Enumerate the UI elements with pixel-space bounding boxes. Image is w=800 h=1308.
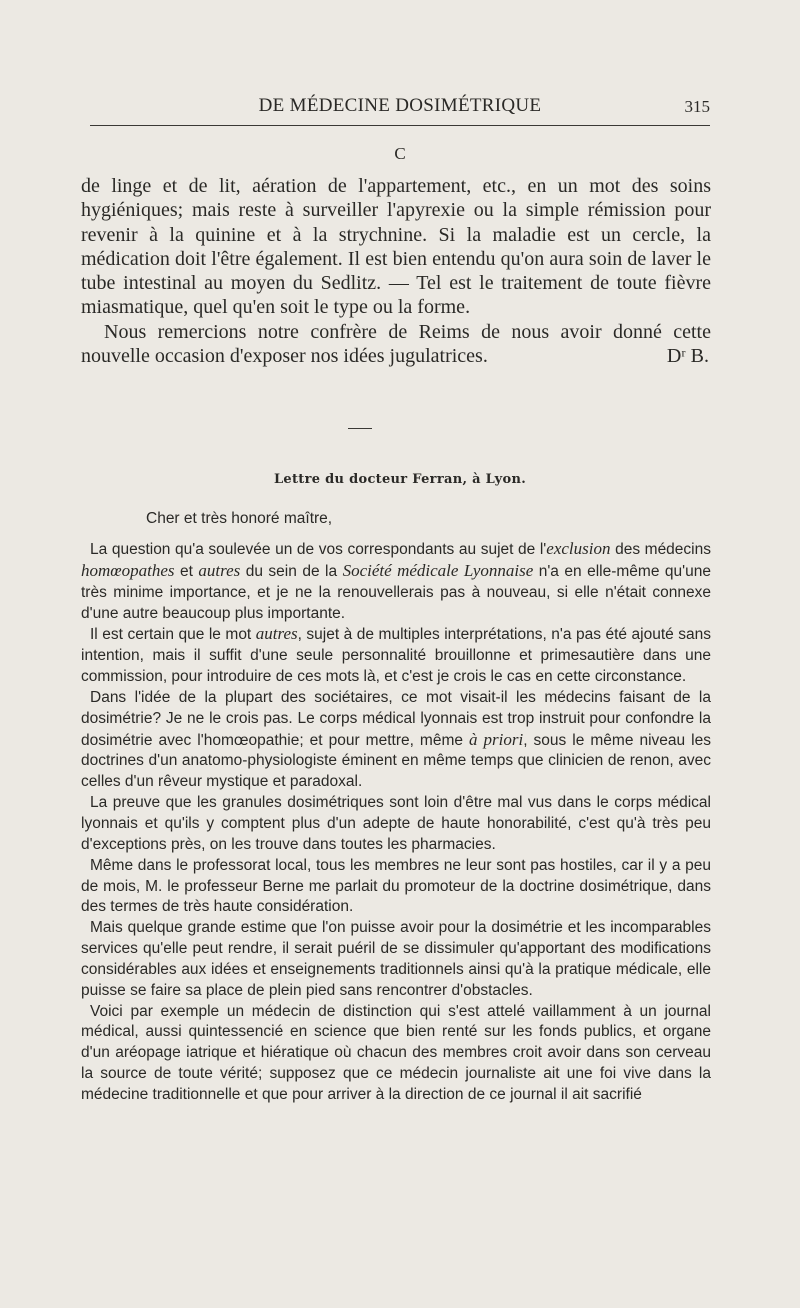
running-title: DE MÉDECINE DOSIMÉTRIQUE [258,95,542,116]
text-run: n'a en elle-même qu'une très minime importance, et je ne la renouvellerais pas à nouveau, si elle n'était connexe d'une autre beaucoup plus importante. [81,562,711,622]
italic-term: à priori [469,729,524,749]
italic-term: autres [198,560,241,580]
text-run: du sein de la [240,562,343,580]
letter-title: Lettre du docteur Ferran, à Lyon. [273,472,527,487]
text-run: Dans l'idée de la plupart des sociétaires, ce mot visait-il les médecins faisant de la dosimétrie? Je ne le crois pas. Le corps médical lyonnais est trop instruit pour confondre la dosimétrie avec l'homœopathie; et pour mettre, même [81,688,711,749]
page-number: 315 [684,97,710,116]
header-rule [90,125,710,126]
running-head [90,95,710,121]
italic-term: Société médicale Lyonnaise [342,560,534,580]
italic-term: homœopathes [81,560,175,580]
letter-paragraph: Même dans le professorat local, tous les membres ne leur sont pas hostiles, car il y a peu de mois, M. le professeur Berne me parlait du promoteur de la doctrine dosimétrique, dans des termes de très haute considération. [81,856,711,916]
letter-paragraph: Mais quelque grande estime que l'on puisse avoir pour la dosimétrie et les incomparables services qu'elle peut rendre, il serait puéril de se dissimuler qu'apportant des modifications considérables aux idées et enseignements traditionnels ainsi qu'à la pratique médicale, elle puisse se faire sa place de plein pied sans rencontrer d'obstacles. [81,919,711,999]
paragraph: de linge et de lit, aération de l'appartement, etc., en un mot des soins hygiéniques; mais reste à surveiller l'apyrexie ou la simple rémission pour revenir à la quinine et à la strychnine. Si la maladie est un cercle, la médication doit l'être également. Il est bien entendu qu'on aura soin de laver le tube intestinal au moyen du Sedlitz. — Tel est le traitement de toute fièvre miasmatique, quel qu'en soit le type ou la forme. [81,175,711,319]
letter-paragraph [81,539,711,624]
text-run: et [174,562,199,580]
letter-salutation: Cher et très honoré maître, [146,510,333,527]
paragraph-thanks [81,320,711,369]
italic-term: autres [255,624,298,644]
article-conclusion [81,174,711,368]
thanks-text: Nous remercions notre confrère de Reims de nous avoir donné cette nouvelle occasion d'exposer nos idées jugulatrices. [81,320,711,368]
text-run: des médecins [610,541,711,558]
text-run: , sujet à de multiples interprétations, n'a pas été ajouté sans intention, mais il suffit d'une seule personnalité brouillonne et primesautière dans une commission, pour introduire de ces mots là, et c'est je crois le cas en cette circonstance. [81,626,711,686]
letter-body [81,539,711,1106]
signature-mark: C [394,144,406,163]
italic-term: exclusion [546,539,611,558]
letter-paragraph: Voici par exemple un médecin de distinction qui s'est attelé vaillamment à un journal médical, aussi quintessencié en science que bien renté sur les fonds publics, et organe d'un aréopage iatrique et hiératique où chacun des membres croit avoir dans son cerveau la source de toute vérité; supposez que ce médecin journaliste ait une foi vive dans la médecine traditionnelle et que pour arriver à la direction de ce journal il ait sacrifié [81,1002,711,1103]
section-separator [348,428,372,429]
text-run: , sous le même niveau les doctrines d'un anatomo-physiologiste éminent en même temps que clinicien de renon, avec celles d'un rêveur mystique et paradoxal. [81,731,711,791]
author-signoff: Dʳ B. [666,345,709,368]
text-run: Il est certain que le mot [90,626,256,644]
text-run: La question qu'a soulevée un de vos correspondants au sujet de l' [90,541,547,558]
letter-paragraph: La preuve que les granules dosimétriques sont loin d'être mal vus dans le corps médical lyonnais et qu'ils y comptent plus d'un adepte de haute honorabilité, c'est qu'à très peu d'exceptions près, on les trouve dans toutes les pharmacies. [81,794,711,853]
letter-paragraph [81,688,711,793]
letter-paragraph [81,624,711,688]
